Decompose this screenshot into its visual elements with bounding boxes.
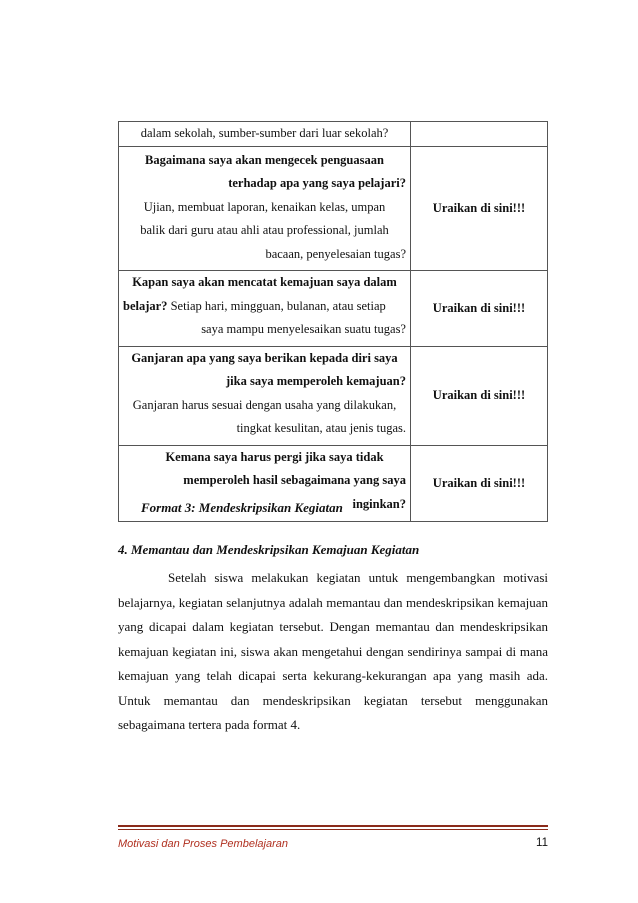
- table-row: [119, 271, 548, 347]
- answer-cell: Uraikan di sini!!!: [411, 445, 548, 522]
- answer-cell: [411, 122, 548, 147]
- question-line: tingkat kesulitan, atau jenis tugas.: [236, 421, 406, 435]
- question-line: Kapan saya akan mencatat kemajuan saya dalam: [132, 275, 397, 289]
- section-heading: 4. Memantau dan Mendeskripsikan Kemajuan Kegiatan: [118, 542, 420, 557]
- paragraph-line: kemajuan kegiatan ini, siswa akan mengetahui dengan sendirinya sampai di mana: [118, 643, 548, 659]
- footer-title: Motivasi dan Proses Pembelajaran: [118, 838, 288, 850]
- table-row: [119, 346, 548, 445]
- question-cell: [119, 122, 411, 147]
- paragraph-line: yang dicapai dalam kegiatan tersebut. Dengan memantau dan mendeskripsikan: [118, 619, 548, 634]
- question-line: Ganjaran harus sesuai dengan usaha yang dilakukan,: [132, 397, 397, 412]
- paragraph-line: belajarnya, kegiatan selanjutnya adalah memantau dan mendeskripsikan kemajuan: [118, 594, 548, 610]
- question-line: saya mampu menyelesaikan suatu tugas?: [201, 322, 406, 336]
- question-line: terhadap apa yang saya pelajari?: [228, 176, 406, 190]
- question-line: Ujian, membuat laporan, kenaikan kelas, umpan: [143, 199, 386, 214]
- question-line: belajar?: [123, 298, 168, 313]
- paragraph-line: Untuk memantau dan mendeskripsikan kegiatan tersebut menggunakan: [118, 692, 548, 708]
- question-line: memperoleh hasil sebagaimana yang saya: [183, 473, 406, 487]
- question-line: Bagaimana saya akan mengecek penguasaan: [145, 152, 384, 167]
- footer-rule-thin: [118, 829, 548, 830]
- paragraph-line: sebagaimana tertera pada format 4.: [118, 717, 301, 732]
- question-cell: [119, 271, 411, 347]
- page-number: 11: [536, 837, 548, 849]
- footer-rule-thick: [118, 825, 548, 827]
- question-line: balik dari guru atau ahli atau professional, jumlah: [140, 223, 389, 237]
- answer-cell: Uraikan di sini!!!: [411, 146, 548, 271]
- question-line: dalam sekolah, sumber-sumber dari luar sekolah?: [140, 126, 389, 140]
- question-line: bacaan, penyelesaian tugas?: [265, 246, 406, 261]
- question-cell: [119, 346, 411, 445]
- format-caption: Format 3: Mendeskripsikan Kegiatan: [141, 500, 343, 515]
- question-line: Ganjaran apa yang saya berikan kepada diri saya: [131, 350, 398, 365]
- question-line: inginkan?: [352, 496, 406, 511]
- table-row: [119, 122, 548, 147]
- paragraph-line: kemajuan yang telah dicapai serta kekurang-kekurangan apa yang masih ada.: [118, 668, 548, 683]
- table-row: [119, 146, 548, 271]
- question-line: jika saya memperoleh kemajuan?: [226, 374, 406, 388]
- format-table: [118, 121, 548, 522]
- question-line: Kemana saya harus pergi jika saya tidak: [165, 449, 384, 464]
- question-line: Setiap hari, mingguan, bulanan, atau setiap: [170, 298, 386, 313]
- paragraph-line: Setelah siswa melakukan kegiatan untuk mengembangkan motivasi: [168, 570, 548, 585]
- answer-cell: Uraikan di sini!!!: [411, 346, 548, 445]
- body-paragraph: [118, 566, 548, 738]
- answer-cell: Uraikan di sini!!!: [411, 271, 548, 347]
- question-cell: [119, 146, 411, 271]
